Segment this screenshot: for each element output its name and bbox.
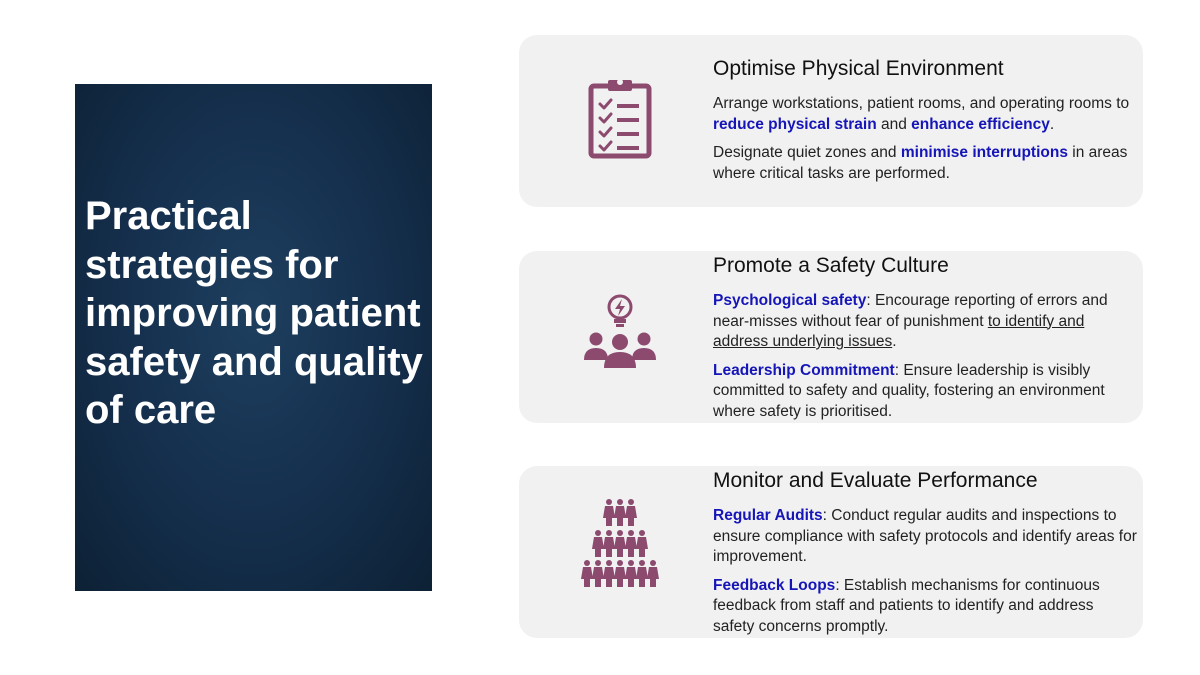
card-paragraph: [713, 94, 1139, 135]
underlined-text: to identify and address underlying issues: [713, 312, 1085, 350]
card-content: [713, 253, 1139, 430]
text: : Encourage reporting of errors and near-misses without fear of punishment: [713, 292, 1108, 330]
highlight-text: Leadership Commitment: [713, 361, 895, 379]
highlight-text: minimise interruptions: [900, 144, 1068, 161]
highlight-text: Feedback Loops: [713, 576, 836, 594]
card-paragraph: [713, 576, 1139, 638]
highlight-text: Psychological safety: [713, 292, 867, 309]
card-paragraph: [713, 361, 1139, 423]
text: : Ensure leadership is visibly committed to safety and quality, fostering an environment where safety is prioritised.: [713, 361, 1105, 420]
card-heading: Promote a Safety Culture: [713, 254, 949, 277]
text: Designate quiet zones and: [713, 144, 901, 161]
card-paragraph: [713, 291, 1139, 353]
text: .: [1049, 115, 1055, 133]
text: Arrange workstations, patient rooms, and operating rooms to: [713, 95, 1130, 112]
card-optimise-environment: [519, 35, 1143, 207]
card-content: [713, 468, 1139, 645]
highlight-text: reduce physical strain: [713, 115, 877, 133]
card-paragraph: [713, 506, 1139, 568]
card-monitor-performance: [519, 466, 1143, 638]
text: : Establish mechanisms for continuous feedback from staff and patients to identify and address safety concerns promptly.: [713, 576, 1100, 635]
text: in areas where critical tasks are performed.: [713, 144, 1128, 182]
highlight-text: enhance efficiency: [911, 115, 1050, 133]
card-content: [713, 56, 1139, 192]
card-paragraph: [713, 143, 1139, 184]
card-heading: Monitor and Evaluate Performance: [713, 469, 1038, 492]
text: and: [876, 115, 912, 133]
card-heading: Optimise Physical Environment: [713, 57, 1004, 80]
highlight-text: Regular Audits: [713, 507, 823, 524]
card-safety-culture: [519, 251, 1143, 423]
team-idea-icon: [575, 287, 665, 377]
text: : Conduct regular audits and inspections to ensure compliance with safety protocols and identify areas for improvement.: [713, 507, 1137, 565]
title-panel: [75, 84, 432, 591]
text: .: [892, 333, 897, 350]
slide-title: Practical strategies for improving patient safety and quality of care: [85, 194, 423, 432]
clipboard-checklist-icon: [575, 73, 665, 163]
people-pyramid-icon: [575, 498, 665, 588]
